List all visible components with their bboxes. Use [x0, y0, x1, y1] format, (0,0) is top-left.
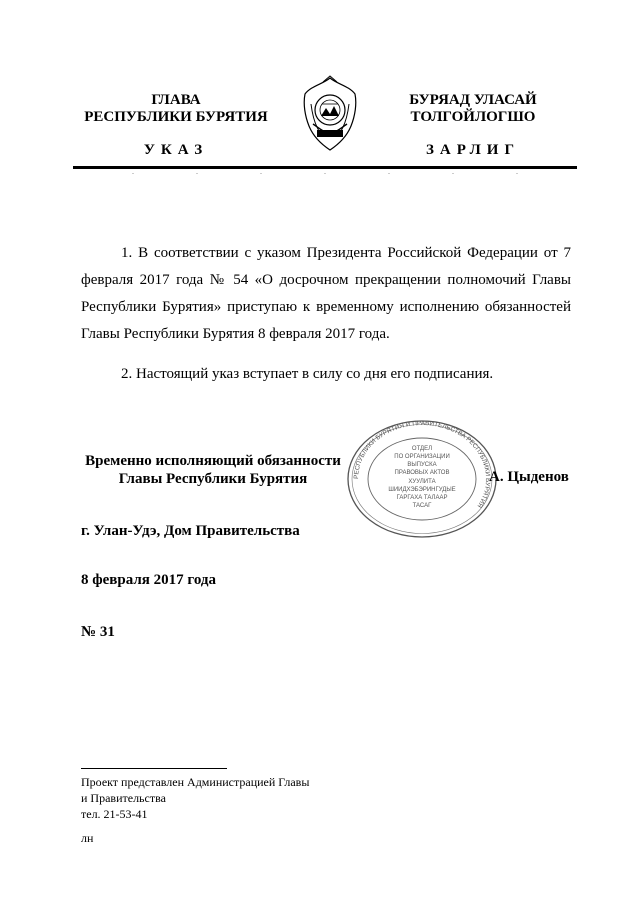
seal-line-3: ВЫПУСКА — [407, 462, 437, 468]
decree-body — [81, 240, 571, 388]
header-left — [76, 92, 276, 126]
seal-line-1: ОТДЕЛ — [411, 446, 433, 452]
header-right-line1: БУРЯАД УЛАСАЙ — [409, 92, 537, 108]
footer-line2: и Правительства — [81, 791, 166, 805]
signatory-title-line1: Временно исполняющий обязанности — [85, 453, 341, 469]
seal-line-5: ХУУЛИТА — [408, 479, 436, 485]
place-of-signing: г. Улан-Удэ, Дом Правительства — [81, 523, 300, 539]
header-left-line2: РЕСПУБЛИКИ БУРЯТИЯ — [84, 109, 268, 125]
seal-line-7: ГАРГАХА ТАЛААР — [396, 495, 448, 501]
paragraph-1: 1. В соответствии с указом Президента Российской Федерации от 7 февраля 2017 года № 54 «О досрочном прекращении полномочий Главы Республики Бурятия» приступаю к временному исполнению обязанностей Главы Республики Бурятия 8 февраля 2017 года. — [81, 245, 571, 342]
doc-type-left: УКАЗ — [143, 142, 209, 158]
seal-line-4: ПРАВОВЫХ АКТОВ — [394, 470, 450, 476]
doc-type-right: ЗАРЛИГ — [425, 142, 521, 158]
dotted-line — [73, 172, 577, 174]
header-divider — [73, 166, 577, 169]
footer-line3: тел. 21-53-41 — [81, 807, 148, 821]
footer-line1: Проект представлен Администрацией Главы — [81, 775, 310, 789]
header-right-line2: ТОЛГОЙЛОГШО — [410, 109, 536, 125]
signatory-title — [78, 452, 348, 488]
republic-emblem-icon — [301, 74, 359, 154]
official-seal — [344, 418, 500, 540]
decree-date: 8 февраля 2017 года — [81, 572, 216, 588]
footer-initials: лн — [81, 831, 94, 845]
paragraph-2: 2. Настоящий указ вступает в силу со дня его подписания. — [121, 366, 494, 382]
seal-ring-text: РЕСПУБЛИКИ БУРЯТИЯ И ПРАВИТЕЛЬСТВА РЕСПУБЛИКИ БУРЯТИЯ — [352, 419, 492, 509]
footer-divider — [81, 768, 227, 769]
seal-line-6: ШИИДХЭБЭРИНГУДЫЕ — [388, 487, 456, 493]
signatory-name: А. Цыденов — [489, 469, 569, 485]
seal-line-8: ТАСАГ — [412, 503, 432, 509]
seal-line-2: ПО ОРГАНИЗАЦИИ — [394, 454, 450, 460]
header-left-line1: ГЛАВА — [151, 92, 201, 108]
footer-note — [81, 774, 309, 822]
signatory-title-line2: Главы Республики Бурятия — [118, 471, 308, 487]
decree-number: № 31 — [81, 624, 115, 640]
header-right — [373, 92, 573, 126]
